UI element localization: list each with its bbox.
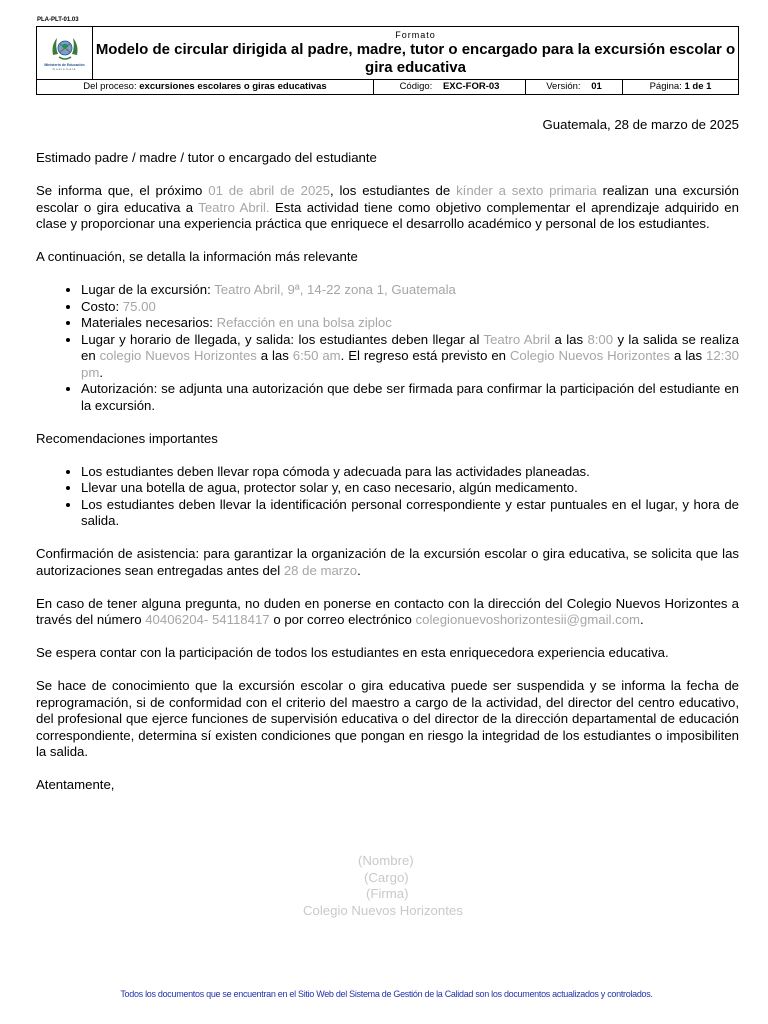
list-item: • Los estudiantes deben llevar ropa cómoda y adecuada para las actividades planeadas. <box>81 464 739 481</box>
text-run: . <box>640 612 644 627</box>
item-label: Lugar de la excursión: <box>81 282 215 297</box>
list-intro: A continuación, se detalla la información más relevante <box>36 249 358 264</box>
code-cell <box>374 80 526 94</box>
document-header <box>36 26 739 95</box>
departure-place: colegio Nuevos Horizontes <box>99 348 257 363</box>
closing: Atentamente, <box>36 777 115 792</box>
process-label: Del proceso: <box>83 81 137 92</box>
deadline-date: 28 de marzo <box>283 562 358 578</box>
list-item <box>81 315 739 332</box>
signature-block <box>36 853 739 919</box>
departure-time: 6:50 am <box>292 348 341 363</box>
text-run: o por correo electrónico <box>269 612 416 627</box>
coat-of-arms-icon <box>50 35 80 63</box>
text-run: Esta actividad tiene como objetivo complementar el aprendizaje adquirido en clase y proporcionar una experiencia práctica que enriquece el desarrollo académico y personal de los estudiantes. <box>36 199 739 231</box>
text-run: . <box>99 364 103 380</box>
document-title: Modelo de circular dirigida al padre, madre, tutor o encargado para la excursión escolar o gira educativa <box>95 41 736 76</box>
text-run: Confirmación de asistencia: para garantizar la organización de la excursión escolar o gira educativa, se solicita que las autorizaciones sean entregadas antes del <box>36 546 739 578</box>
materials-value: Refacción en una bolsa ziploc <box>216 315 392 330</box>
cost-value: 75.00 <box>122 298 156 314</box>
list-item <box>81 332 739 382</box>
hope-paragraph: Se espera contar con la participación de todos los estudiantes en esta enriquecedora experiencia educativa. <box>36 645 669 660</box>
date-line: Guatemala, 28 de marzo de 2025 <box>542 117 739 132</box>
grades-range: kínder a sexto primaria <box>456 183 597 198</box>
text-run: En caso de tener alguna pregunta, no duden en ponerse en contacto con la dirección del Colegio Nuevos Horizontes a través del número <box>36 595 739 627</box>
version-value: 01 <box>591 81 602 92</box>
list-item: • Los estudiantes deben llevar la identificación personal correspondiente y estar puntuales en el lugar, y hora de salida. <box>81 497 739 530</box>
recommendations-title: Recomendaciones importantes <box>36 430 218 446</box>
contact-paragraph <box>36 596 739 629</box>
confirmation-paragraph <box>36 546 739 579</box>
intro-paragraph <box>36 183 739 233</box>
text-run: a las <box>550 331 588 347</box>
return-time: 12:30 pm <box>81 348 740 380</box>
text-run: Se informa que, el próximo <box>36 183 209 198</box>
text-run: , los estudiantes de <box>329 183 457 198</box>
logo-subtext: Guatemala <box>52 67 77 71</box>
page-value: 1 de 1 <box>684 81 712 92</box>
signer-institution: Colegio Nuevos Horizontes <box>303 902 463 918</box>
email-address: colegionuevoshorizontesii@gmail.com <box>415 612 641 627</box>
phone-number: 40406204- 54118417 <box>145 612 270 627</box>
info-list <box>36 282 739 414</box>
list-item: • Autorización: se adjunta una autorización que debe ser firmada para confirmar la participación del estudiante en la excursión. <box>81 381 739 414</box>
code-value: EXC-FOR-03 <box>442 81 500 92</box>
text-run: . <box>357 562 361 578</box>
ministry-logo <box>37 27 93 79</box>
list-item <box>81 299 739 316</box>
suspension-paragraph: Se hace de conocimiento que la excursión escolar o gira educativa puede ser suspendida y se informa la fecha de reprogramación, si de conformidad con el criterio del maestro a cargo de la actividad, del director del centro educativo, del profesional que ejerce funciones de supervisión educativa o del director de la dirección departamental de educación correspondiente, determina sí existen condiciones que pongan en riesgo la integridad de los estudiantes o imposibiliten la salida. <box>36 678 739 759</box>
text-run: Lugar y horario de llegada, y salida: los estudiantes deben llegar al <box>81 331 484 347</box>
item-label: Costo: <box>81 298 123 314</box>
signer-signature: (Firma) <box>366 886 409 901</box>
format-label: Formato <box>395 30 436 40</box>
logo-text: Ministerio de Educación <box>44 63 85 67</box>
recommendations-list <box>36 464 739 530</box>
text-run: . El regreso está previsto en <box>340 348 510 363</box>
title-cell <box>93 27 738 79</box>
version-label: Versión: <box>546 81 581 92</box>
location-value: Teatro Abril, 9ª, 14-22 zona 1, Guatemala <box>214 282 456 297</box>
excursion-date: 01 de abril de 2025 <box>208 183 330 198</box>
footer-note: Todos los documentos que se encuentran en el Sitio Web del Sistema de Gestión de la Calidad son los documentos actualizados y controlados. <box>120 989 653 999</box>
letter-body <box>36 117 739 794</box>
header-top-row <box>37 27 738 80</box>
list-item: • Llevar una botella de agua, protector solar y, en caso necesario, algún medicamento. <box>81 480 739 497</box>
item-label: Materiales necesarios: <box>81 315 217 330</box>
header-info-row <box>37 80 738 94</box>
signer-role: (Cargo) <box>364 869 409 885</box>
return-place: Colegio Nuevos Horizontes <box>509 348 671 363</box>
text-run: a las <box>256 348 293 363</box>
arrival-place: Teatro Abril <box>483 331 551 347</box>
text-run: a las <box>670 348 706 363</box>
code-label: Código: <box>399 81 433 92</box>
version-cell <box>526 80 623 94</box>
greeting: Estimado padre / madre / tutor o encargado del estudiante <box>36 150 377 165</box>
destination: Teatro Abril. <box>198 199 270 215</box>
page-label: Página: <box>649 81 682 92</box>
document-code: PLA-PLT-01.03 <box>37 17 79 23</box>
process-value: excursiones escolares o giras educativas <box>139 81 327 92</box>
signer-name: (Nombre) <box>358 853 414 868</box>
process-cell <box>37 80 374 94</box>
arrival-time: 8:00 <box>587 331 614 347</box>
text-run: realizan una excursión escolar o gira educativa a <box>36 183 740 215</box>
page-cell <box>623 80 738 94</box>
text-run: y la salida se realiza en <box>81 331 739 363</box>
list-item <box>81 282 739 299</box>
